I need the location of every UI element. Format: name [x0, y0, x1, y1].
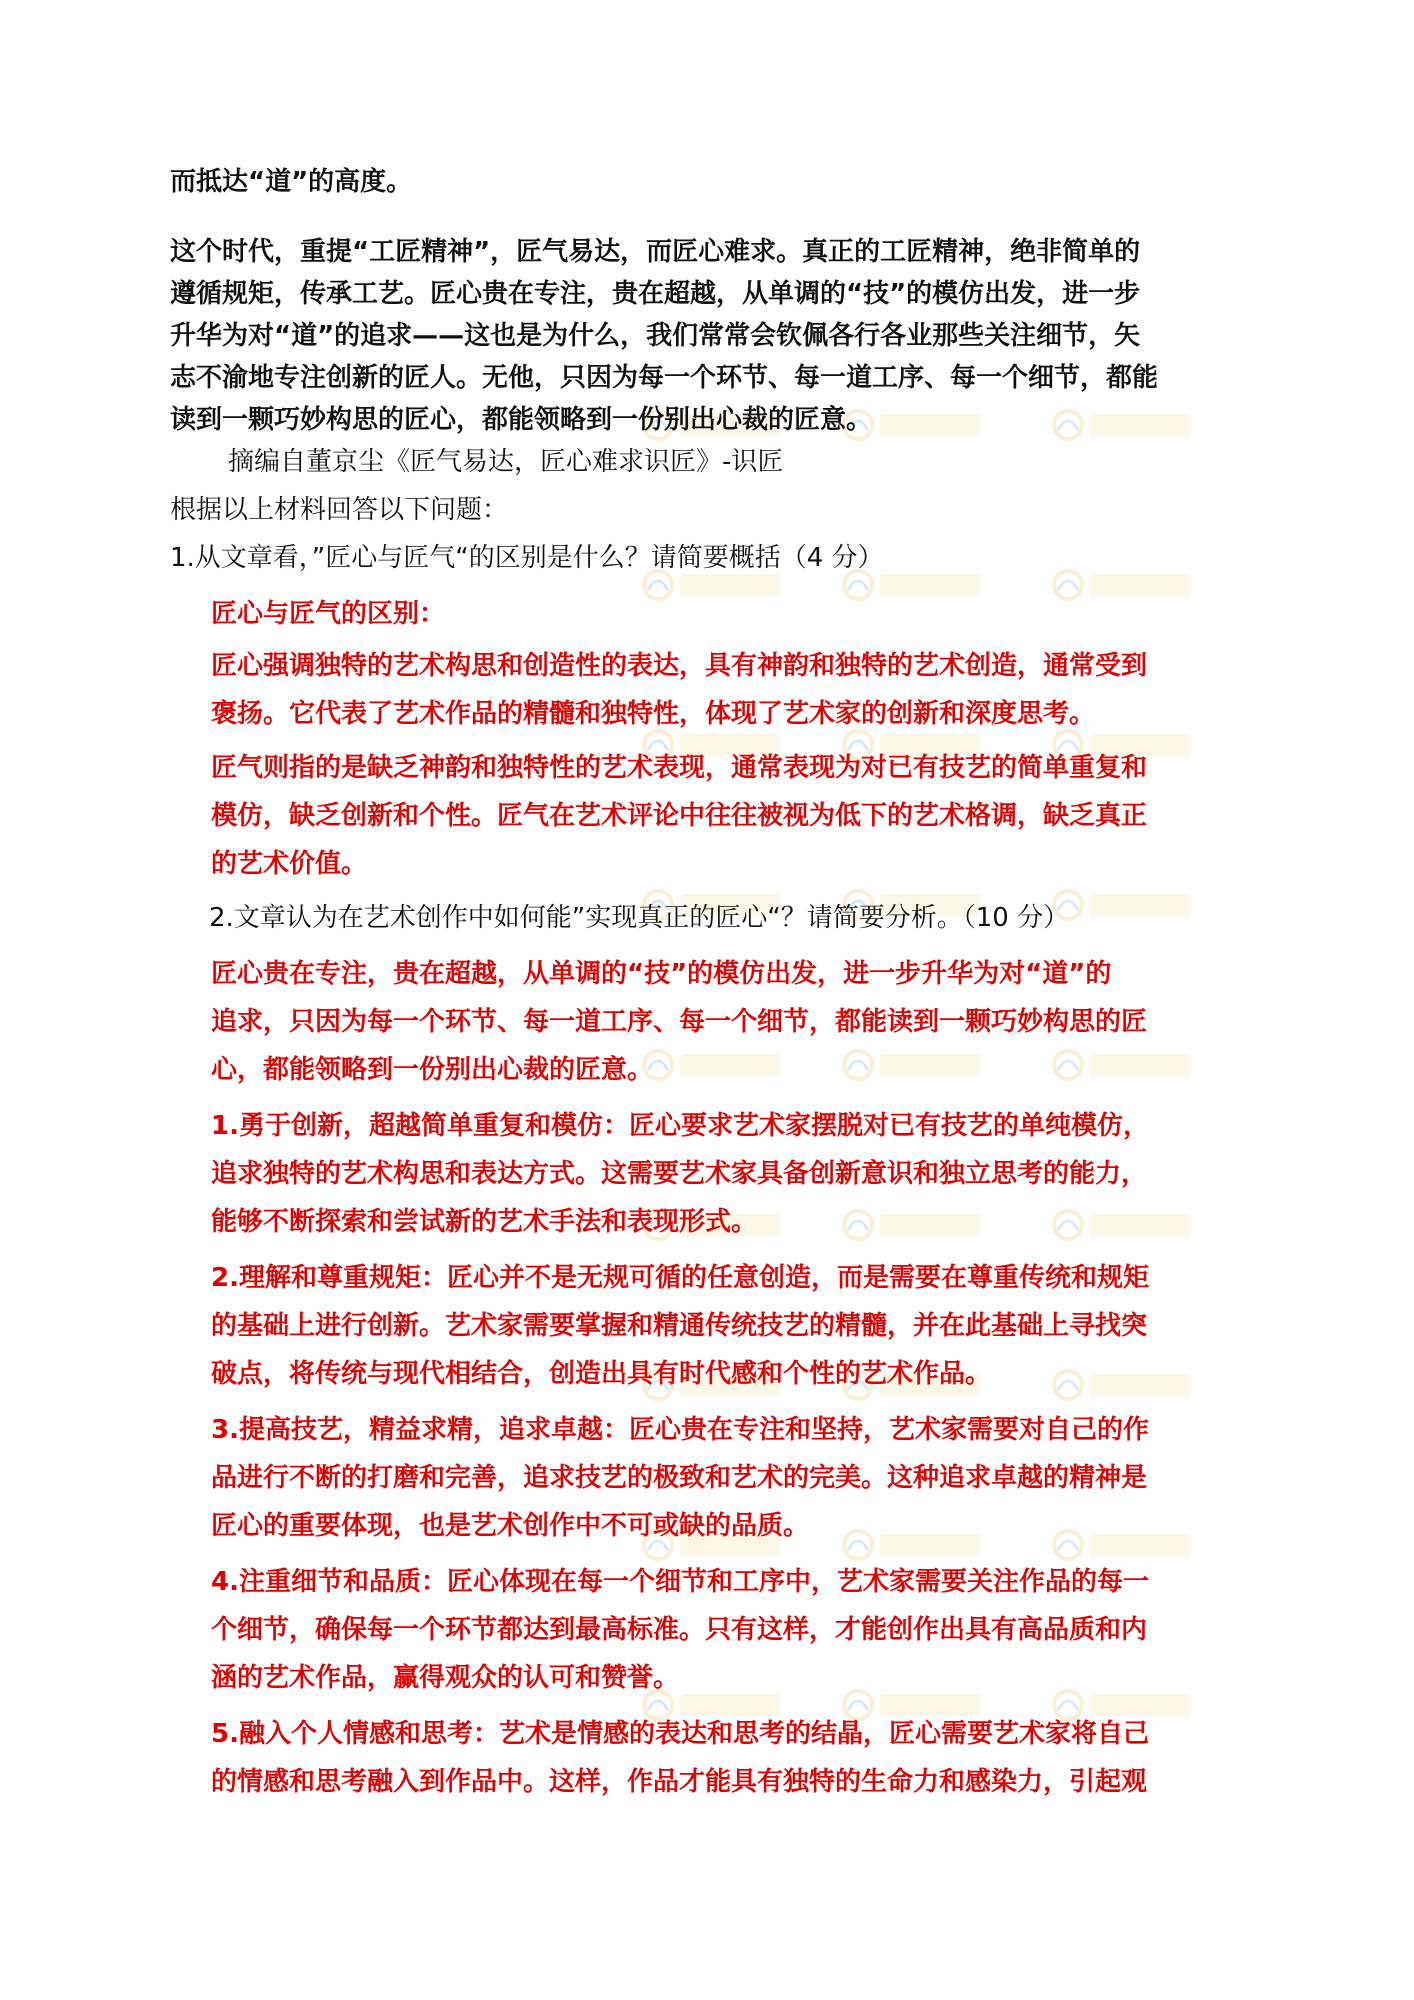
passage-line: 志不渝地专注创新的匠人。无他，只因为每一个环节、每一道工序、每一个细节，都能 — [170, 363, 1159, 393]
watermark-logo — [1050, 880, 1200, 930]
answer-1-line: 匠气则指的是缺乏神韵和独特性的艺术表现，通常表现为对已有技艺的简单重复和 — [211, 753, 1148, 783]
answer-2-line: 心，都能领略到一份别出心裁的匠意。 — [211, 1055, 654, 1085]
passage-line-0: 而抵达“道”的高度。 — [170, 167, 413, 197]
answer-2-line: 的基础上进行创新。艺术家需要掌握和精通传统技艺的精髓，并在此基础上寻找突 — [211, 1311, 1148, 1341]
watermark-logo — [1050, 1360, 1200, 1410]
answer-2-line: 能够不断探索和尝试新的艺术手法和表现形式。 — [211, 1207, 758, 1237]
passage-line: 读到一颗巧妙构思的匠心，都能领略到一份别出心裁的匠意。 — [170, 405, 873, 435]
passage-line: 这个时代，重提“工匠精神”，匠气易达，而匠心难求。真正的工匠精神，绝非简单的 — [170, 237, 1141, 267]
question-2: 2.文章认为在艺术创作中如何能”实现真正的匠心“？请简要分析。（10 分） — [209, 903, 1070, 933]
passage-line: 遵循规矩，传承工艺。匠心贵在专注，贵在超越，从单调的“技”的模仿出发，进一步 — [170, 279, 1141, 309]
answer-2-line: 2.理解和尊重规矩：匠心并不是无规可循的任意创造，而是需要在尊重传统和规矩 — [211, 1263, 1149, 1293]
watermark-logo — [840, 1040, 990, 1090]
passage-line: 升华为对“道”的追求——这也是为什么，我们常常会钦佩各行各业那些关注细节，矢 — [170, 321, 1141, 351]
watermark-logo — [1050, 560, 1200, 610]
question-1: 1.从文章看，”匠心与匠气“的区别是什么？请简要概括（4 分） — [170, 543, 884, 573]
answer-1-line: 褒扬。它代表了艺术作品的精髓和独特性，体现了艺术家的创新和深度思考。 — [211, 699, 1096, 729]
watermark-logo — [1050, 1040, 1200, 1090]
answer-1-line: 的艺术价值。 — [211, 849, 368, 879]
answer-2-line: 品进行不断的打磨和完善，追求技艺的极致和艺术的完美。这种追求卓越的精神是 — [211, 1463, 1148, 1493]
question-prompt: 根据以上材料回答以下问题： — [170, 495, 509, 525]
answer-2-line: 破点，将传统与现代相结合，创造出具有时代感和个性的艺术作品。 — [211, 1359, 992, 1389]
answer-1-line: 匠心强调独特的艺术构思和创造性的表达，具有神韵和独特的艺术创造，通常受到 — [211, 651, 1148, 681]
answer-2-line: 个细节，确保每一个环节都达到最高标准。只有这样，才能创作出具有高品质和内 — [211, 1615, 1148, 1645]
answer-2-line: 涵的艺术作品，赢得观众的认可和赞誉。 — [211, 1663, 680, 1693]
watermark-logo — [1050, 1200, 1200, 1250]
answer-2-line: 1.勇于创新，超越简单重复和模仿：匠心要求艺术家摆脱对已有技艺的单纯模仿， — [211, 1111, 1149, 1141]
answer-2-line: 4.注重细节和品质：匠心体现在每一个细节和工序中，艺术家需要关注作品的每一 — [211, 1567, 1149, 1597]
watermark-logo — [1050, 400, 1200, 450]
answer-2-line: 的情感和思考融入到作品中。这样，作品才能具有独特的生命力和感染力，引起观 — [211, 1767, 1148, 1797]
watermark-logo — [640, 1040, 790, 1090]
answer-1-line: 模仿，缺乏创新和个性。匠气在艺术评论中往往被视为低下的艺术格调，缺乏真正 — [211, 801, 1148, 831]
answer-1-line: 匠心与匠气的区别： — [211, 599, 446, 629]
watermark-logo — [840, 1200, 990, 1250]
answer-2-line: 追求，只因为每一个环节、每一道工序、每一个细节，都能读到一颗巧妙构思的匠 — [211, 1007, 1148, 1037]
answer-2-line: 5.融入个人情感和思考：艺术是情感的表达和思考的结晶，匠心需要艺术家将自己 — [211, 1719, 1149, 1749]
answer-2-line: 匠心贵在专注，贵在超越，从单调的“技”的模仿出发，进一步升华为对“道”的 — [211, 959, 1112, 989]
answer-2-line: 追求独特的艺术构思和表达方式。这需要艺术家具备创新意识和独立思考的能力， — [211, 1159, 1148, 1189]
answer-2-line: 匠心的重要体现，也是艺术创作中不可或缺的品质。 — [211, 1511, 810, 1541]
answer-2-line: 3.提高技艺，精益求精，追求卓越：匠心贵在专注和坚持，艺术家需要对自己的作 — [211, 1415, 1149, 1445]
passage-source: 摘编自董京尘《匠气易达，匠心难求识匠》-识匠 — [228, 447, 784, 477]
